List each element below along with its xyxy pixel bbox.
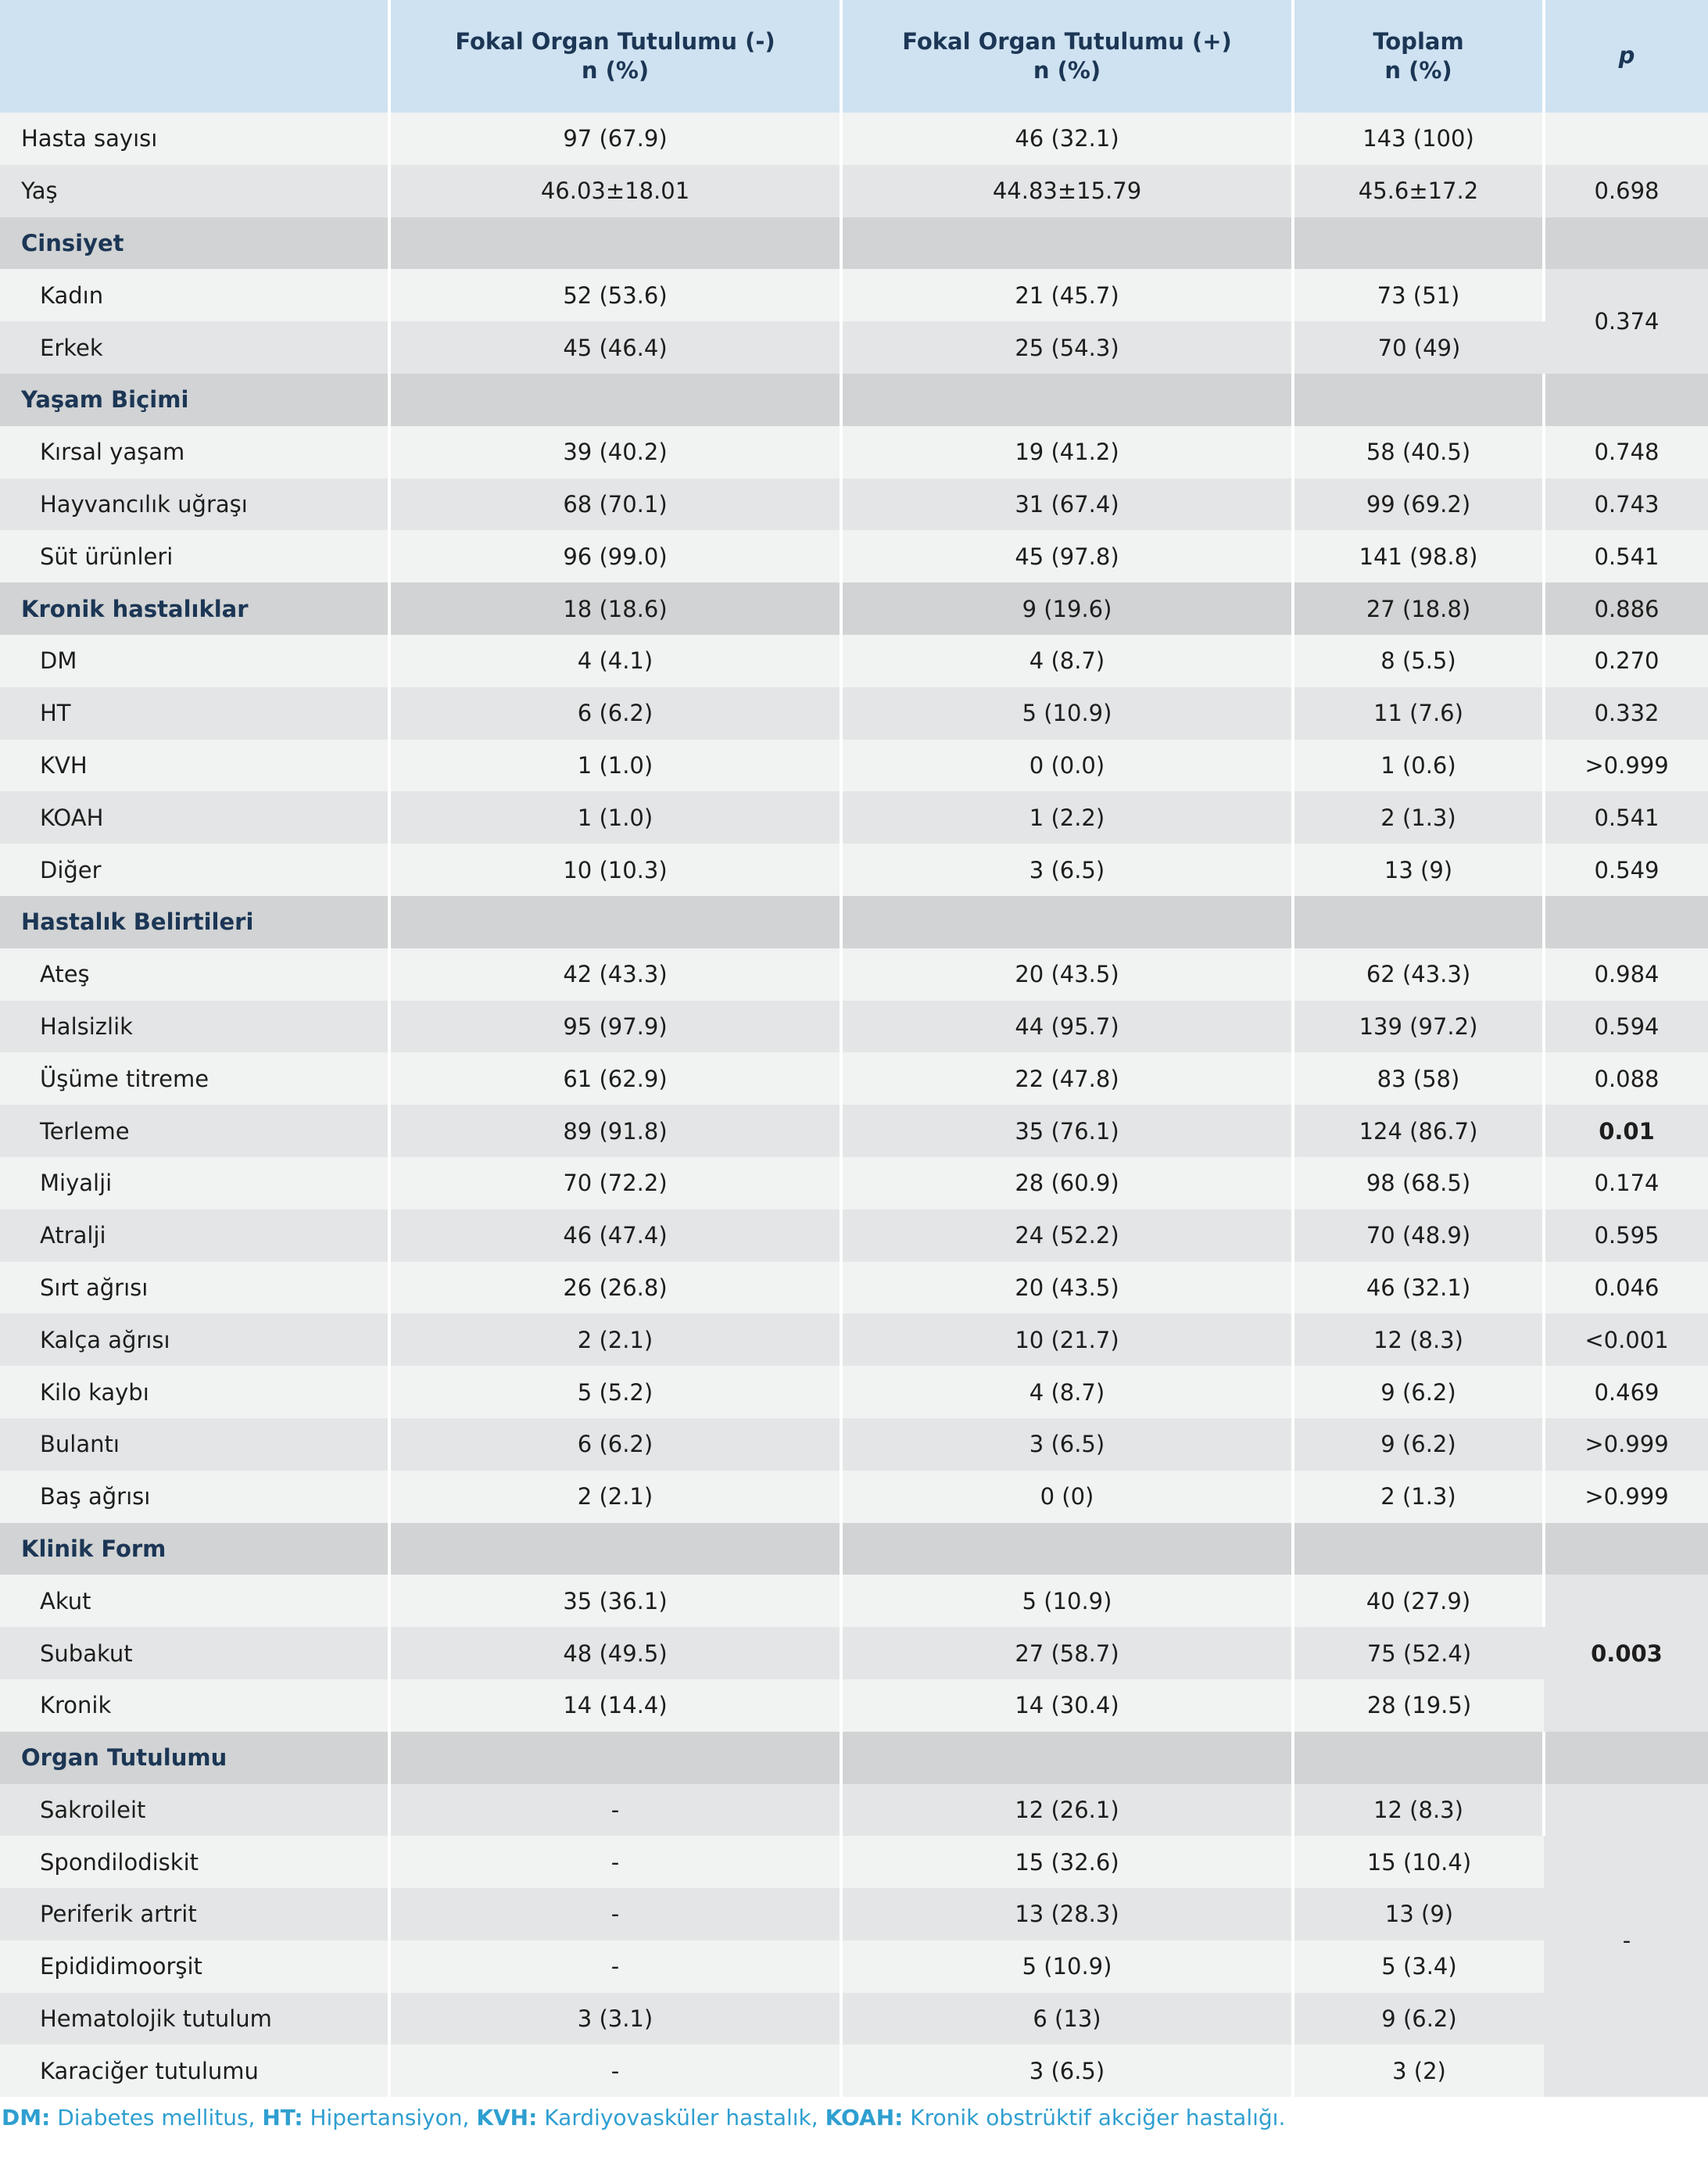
- row-label: Hematolojik tutulum: [0, 1993, 389, 2045]
- table-row: [0, 1575, 1708, 1627]
- footnote-abbr: KOAH:: [825, 2105, 904, 2131]
- table-row: [0, 1157, 1708, 1209]
- cell-total: 45.6±17.2: [1293, 165, 1544, 217]
- cell-p: 0.469: [1544, 1366, 1708, 1418]
- cell-total: 70 (49): [1293, 321, 1544, 374]
- table-row: [0, 740, 1708, 792]
- cell-positive: 46 (32.1): [841, 113, 1293, 165]
- row-label: Süt ürünleri: [0, 530, 389, 582]
- row-label: Karaciğer tutulumu: [0, 2044, 389, 2097]
- cell-positive: 5 (10.9): [841, 1575, 1293, 1627]
- row-label: Bulantı: [0, 1418, 389, 1471]
- cell-negative: 46 (47.4): [389, 1209, 841, 1262]
- header-col-positive: [841, 0, 1293, 113]
- cell-positive: 35 (76.1): [841, 1105, 1293, 1157]
- cell-positive: 9 (19.6): [841, 582, 1293, 635]
- row-label: DM: [0, 635, 389, 687]
- section-label: Organ Tutulumu: [0, 1732, 389, 1784]
- cell-p: 0.003: [1544, 1575, 1708, 1731]
- cell-negative: 52 (53.6): [389, 269, 841, 321]
- cell-p: 0.374: [1544, 269, 1708, 374]
- cell-positive: 1 (2.2): [841, 791, 1293, 844]
- cell-p: 0.743: [1544, 478, 1708, 531]
- row-label: Kilo kaybı: [0, 1366, 389, 1418]
- table-row: [0, 1262, 1708, 1314]
- cell-p: 0.270: [1544, 635, 1708, 687]
- row-label: Sırt ağrısı: [0, 1262, 389, 1314]
- header-title: Fokal Organ Tutulumu (+): [902, 27, 1232, 55]
- section-row: [0, 582, 1708, 635]
- cell-total: 3 (2): [1293, 2044, 1544, 2097]
- row-label: Halsizlik: [0, 1001, 389, 1053]
- cell-total: 13 (9): [1293, 844, 1544, 896]
- cell-total: 99 (69.2): [1293, 478, 1544, 531]
- row-label: Sakroileit: [0, 1784, 389, 1837]
- row-label: Kalça ağrısı: [0, 1313, 389, 1366]
- cell-total: 13 (9): [1293, 1888, 1544, 1940]
- table-row: [0, 1313, 1708, 1366]
- cell-positive: 44.83±15.79: [841, 165, 1293, 217]
- cell-total: 2 (1.3): [1293, 1471, 1544, 1523]
- header-sub: n (%): [1033, 57, 1101, 84]
- footnote-abbr: DM:: [2, 2105, 51, 2131]
- cell-total: 98 (68.5): [1293, 1157, 1544, 1209]
- footnote-text: Diabetes mellitus,: [50, 2105, 263, 2131]
- section-label: Hastalık Belirtileri: [0, 896, 389, 948]
- table-header-row: [0, 0, 1708, 113]
- cell-p: >0.999: [1544, 1418, 1708, 1471]
- cell-negative: -: [389, 1784, 841, 1837]
- cell-positive: 14 (30.4): [841, 1679, 1293, 1732]
- table-row: [0, 530, 1708, 582]
- header-col-negative: [389, 0, 841, 113]
- footnote-text: Kardiyovasküler hastalık,: [537, 2105, 825, 2131]
- table-row: [0, 321, 1708, 374]
- row-label: Subakut: [0, 1627, 389, 1679]
- cell-p: 0.01: [1544, 1105, 1708, 1157]
- cell-positive: 12 (26.1): [841, 1784, 1293, 1837]
- row-label: Kırsal yaşam: [0, 426, 389, 478]
- cell-total: 139 (97.2): [1293, 1001, 1544, 1053]
- header-sub: n (%): [581, 57, 650, 84]
- cell-positive: 28 (60.9): [841, 1157, 1293, 1209]
- cell-total: 11 (7.6): [1293, 687, 1544, 740]
- cell-positive: 15 (32.6): [841, 1836, 1293, 1888]
- cell-positive: 5 (10.9): [841, 687, 1293, 740]
- table-row: [0, 948, 1708, 1001]
- cell-positive: 25 (54.3): [841, 321, 1293, 374]
- table-row: [0, 1679, 1708, 1732]
- cell-negative: 1 (1.0): [389, 740, 841, 792]
- section-row: [0, 1523, 1708, 1575]
- cell-negative: 46.03±18.01: [389, 165, 841, 217]
- cell-p: >0.999: [1544, 1471, 1708, 1523]
- cell-total: 1 (0.6): [1293, 740, 1544, 792]
- table-row: [0, 1627, 1708, 1679]
- header-col-p: p: [1544, 0, 1708, 113]
- cell-total: 143 (100): [1293, 113, 1544, 165]
- cell-total: 12 (8.3): [1293, 1313, 1544, 1366]
- cell-p: 0.595: [1544, 1209, 1708, 1262]
- cell-positive: 4 (8.7): [841, 635, 1293, 687]
- cell-p: 0.594: [1544, 1001, 1708, 1053]
- cell-negative: 68 (70.1): [389, 478, 841, 531]
- table-row: [0, 269, 1708, 321]
- table-row: [0, 1052, 1708, 1105]
- row-label: Kronik: [0, 1679, 389, 1732]
- cell-negative: -: [389, 2044, 841, 2097]
- table-row: [0, 113, 1708, 165]
- cell-p: 0.698: [1544, 165, 1708, 217]
- cell-positive: 10 (21.7): [841, 1313, 1293, 1366]
- cell-negative: 26 (26.8): [389, 1262, 841, 1314]
- cell-negative: 4 (4.1): [389, 635, 841, 687]
- table-row: [0, 1105, 1708, 1157]
- row-label: Baş ağrısı: [0, 1471, 389, 1523]
- cell-negative: -: [389, 1836, 841, 1888]
- cell-negative: 70 (72.2): [389, 1157, 841, 1209]
- table-row: [0, 1993, 1708, 2045]
- cell-negative: 5 (5.2): [389, 1366, 841, 1418]
- cell-total: 141 (98.8): [1293, 530, 1544, 582]
- row-label: KVH: [0, 740, 389, 792]
- footnote-abbr: KVH:: [476, 2105, 538, 2131]
- cell-negative: 10 (10.3): [389, 844, 841, 896]
- section-label: Kronik hastalıklar: [0, 582, 389, 635]
- row-label: HT: [0, 687, 389, 740]
- row-label: Akut: [0, 1575, 389, 1627]
- footnote-abbr: HT:: [262, 2105, 303, 2131]
- cell-p: 0.541: [1544, 791, 1708, 844]
- cell-positive: 3 (6.5): [841, 844, 1293, 896]
- cell-positive: 5 (10.9): [841, 1940, 1293, 1993]
- table-row: [0, 1940, 1708, 1993]
- row-label: Hasta sayısı: [0, 113, 389, 165]
- cell-negative: -: [389, 1888, 841, 1940]
- cell-p: 0.046: [1544, 1262, 1708, 1314]
- table-row: [0, 635, 1708, 687]
- table-row: [0, 844, 1708, 896]
- cell-total: 9 (6.2): [1293, 1418, 1544, 1471]
- table-row: [0, 1418, 1708, 1471]
- cell-total: 5 (3.4): [1293, 1940, 1544, 1993]
- cell-negative: 6 (6.2): [389, 1418, 841, 1471]
- cell-positive: 0 (0.0): [841, 740, 1293, 792]
- table-row: [0, 1888, 1708, 1940]
- row-label: Kadın: [0, 269, 389, 321]
- cell-total: 124 (86.7): [1293, 1105, 1544, 1157]
- cell-p: 0.748: [1544, 426, 1708, 478]
- cell-negative: 2 (2.1): [389, 1471, 841, 1523]
- cell-total: 75 (52.4): [1293, 1627, 1544, 1679]
- cell-p: 0.332: [1544, 687, 1708, 740]
- cell-total: 2 (1.3): [1293, 791, 1544, 844]
- cell-total: 73 (51): [1293, 269, 1544, 321]
- row-label: Miyalji: [0, 1157, 389, 1209]
- row-label: Hayvancılık uğraşı: [0, 478, 389, 531]
- cell-p: 0.549: [1544, 844, 1708, 896]
- cell-p: 0.174: [1544, 1157, 1708, 1209]
- cell-total: 12 (8.3): [1293, 1784, 1544, 1837]
- cell-negative: 18 (18.6): [389, 582, 841, 635]
- table-footnote: [0, 2097, 1708, 2131]
- cell-positive: 3 (6.5): [841, 2044, 1293, 2097]
- table-row: [0, 1836, 1708, 1888]
- table-row: [0, 426, 1708, 478]
- footnote-text: Kronik obstrüktif akciğer hastalığı.: [903, 2105, 1286, 2131]
- table-row: [0, 791, 1708, 844]
- cell-negative: 2 (2.1): [389, 1313, 841, 1366]
- cell-negative: 89 (91.8): [389, 1105, 841, 1157]
- row-label: Diğer: [0, 844, 389, 896]
- cell-positive: 13 (28.3): [841, 1888, 1293, 1940]
- cell-positive: 21 (45.7): [841, 269, 1293, 321]
- row-label: Üşüme titreme: [0, 1052, 389, 1105]
- row-label: Epididimoorşit: [0, 1940, 389, 1993]
- section-label: Yaşam Biçimi: [0, 374, 389, 426]
- cell-p: <0.001: [1544, 1313, 1708, 1366]
- table-row: [0, 2044, 1708, 2097]
- cell-total: 8 (5.5): [1293, 635, 1544, 687]
- cell-negative: 95 (97.9): [389, 1001, 841, 1053]
- cell-total: 46 (32.1): [1293, 1262, 1544, 1314]
- cell-negative: 45 (46.4): [389, 321, 841, 374]
- header-title: Toplam: [1373, 27, 1464, 55]
- cell-negative: 1 (1.0): [389, 791, 841, 844]
- cell-negative: 97 (67.9): [389, 113, 841, 165]
- cell-total: 9 (6.2): [1293, 1366, 1544, 1418]
- cell-negative: 96 (99.0): [389, 530, 841, 582]
- header-label-col: [0, 0, 389, 113]
- row-label: KOAH: [0, 791, 389, 844]
- cell-negative: 61 (62.9): [389, 1052, 841, 1105]
- cell-negative: 42 (43.3): [389, 948, 841, 1001]
- table-row: [0, 1001, 1708, 1053]
- cell-p: 0.541: [1544, 530, 1708, 582]
- cell-p: >0.999: [1544, 740, 1708, 792]
- cell-p: 0.886: [1544, 582, 1708, 635]
- cell-total: 83 (58): [1293, 1052, 1544, 1105]
- row-label: Ateş: [0, 948, 389, 1001]
- cell-total: 28 (19.5): [1293, 1679, 1544, 1732]
- cell-positive: 0 (0): [841, 1471, 1293, 1523]
- table-row: [0, 478, 1708, 531]
- cell-total: 27 (18.8): [1293, 582, 1544, 635]
- section-label: Cinsiyet: [0, 217, 389, 270]
- cell-positive: 31 (67.4): [841, 478, 1293, 531]
- footnote-text: Hipertansiyon,: [303, 2105, 477, 2131]
- table-row: [0, 1471, 1708, 1523]
- cell-positive: 45 (97.8): [841, 530, 1293, 582]
- cell-negative: 35 (36.1): [389, 1575, 841, 1627]
- cell-positive: 6 (13): [841, 1993, 1293, 2045]
- cell-total: 9 (6.2): [1293, 1993, 1544, 2045]
- section-row: [0, 374, 1708, 426]
- cell-p: 0.984: [1544, 948, 1708, 1001]
- cell-positive: 22 (47.8): [841, 1052, 1293, 1105]
- row-label: Erkek: [0, 321, 389, 374]
- cell-positive: 24 (52.2): [841, 1209, 1293, 1262]
- header-col-total: [1293, 0, 1544, 113]
- cell-negative: 39 (40.2): [389, 426, 841, 478]
- section-row: [0, 896, 1708, 948]
- section-label: Klinik Form: [0, 1523, 389, 1575]
- row-label: Yaş: [0, 165, 389, 217]
- row-label: Periferik artrit: [0, 1888, 389, 1940]
- cell-total: 15 (10.4): [1293, 1836, 1544, 1888]
- cell-negative: 48 (49.5): [389, 1627, 841, 1679]
- section-row: [0, 1732, 1708, 1784]
- cell-positive: 4 (8.7): [841, 1366, 1293, 1418]
- section-row: [0, 217, 1708, 270]
- row-label: Spondilodiskit: [0, 1836, 389, 1888]
- cell-positive: 19 (41.2): [841, 426, 1293, 478]
- cell-negative: 6 (6.2): [389, 687, 841, 740]
- table-row: [0, 1784, 1708, 1837]
- cell-p: -: [1544, 1784, 1708, 2098]
- cell-p: 0.088: [1544, 1052, 1708, 1105]
- header-sub: n (%): [1384, 57, 1452, 84]
- cell-positive: 20 (43.5): [841, 1262, 1293, 1314]
- table-row: [0, 687, 1708, 740]
- cell-positive: 20 (43.5): [841, 948, 1293, 1001]
- cell-negative: 3 (3.1): [389, 1993, 841, 2045]
- cell-p: [1544, 113, 1708, 165]
- cell-positive: 44 (95.7): [841, 1001, 1293, 1053]
- cell-negative: 14 (14.4): [389, 1679, 841, 1732]
- cell-positive: 3 (6.5): [841, 1418, 1293, 1471]
- cell-total: 62 (43.3): [1293, 948, 1544, 1001]
- table-row: [0, 165, 1708, 217]
- table-row: [0, 1366, 1708, 1418]
- cell-total: 58 (40.5): [1293, 426, 1544, 478]
- row-label: Atralji: [0, 1209, 389, 1262]
- table-row: [0, 1209, 1708, 1262]
- header-title: Fokal Organ Tutulumu (-): [455, 27, 775, 55]
- cell-total: 40 (27.9): [1293, 1575, 1544, 1627]
- cell-positive: 27 (58.7): [841, 1627, 1293, 1679]
- cell-negative: -: [389, 1940, 841, 1993]
- row-label: Terleme: [0, 1105, 389, 1157]
- cell-total: 70 (48.9): [1293, 1209, 1544, 1262]
